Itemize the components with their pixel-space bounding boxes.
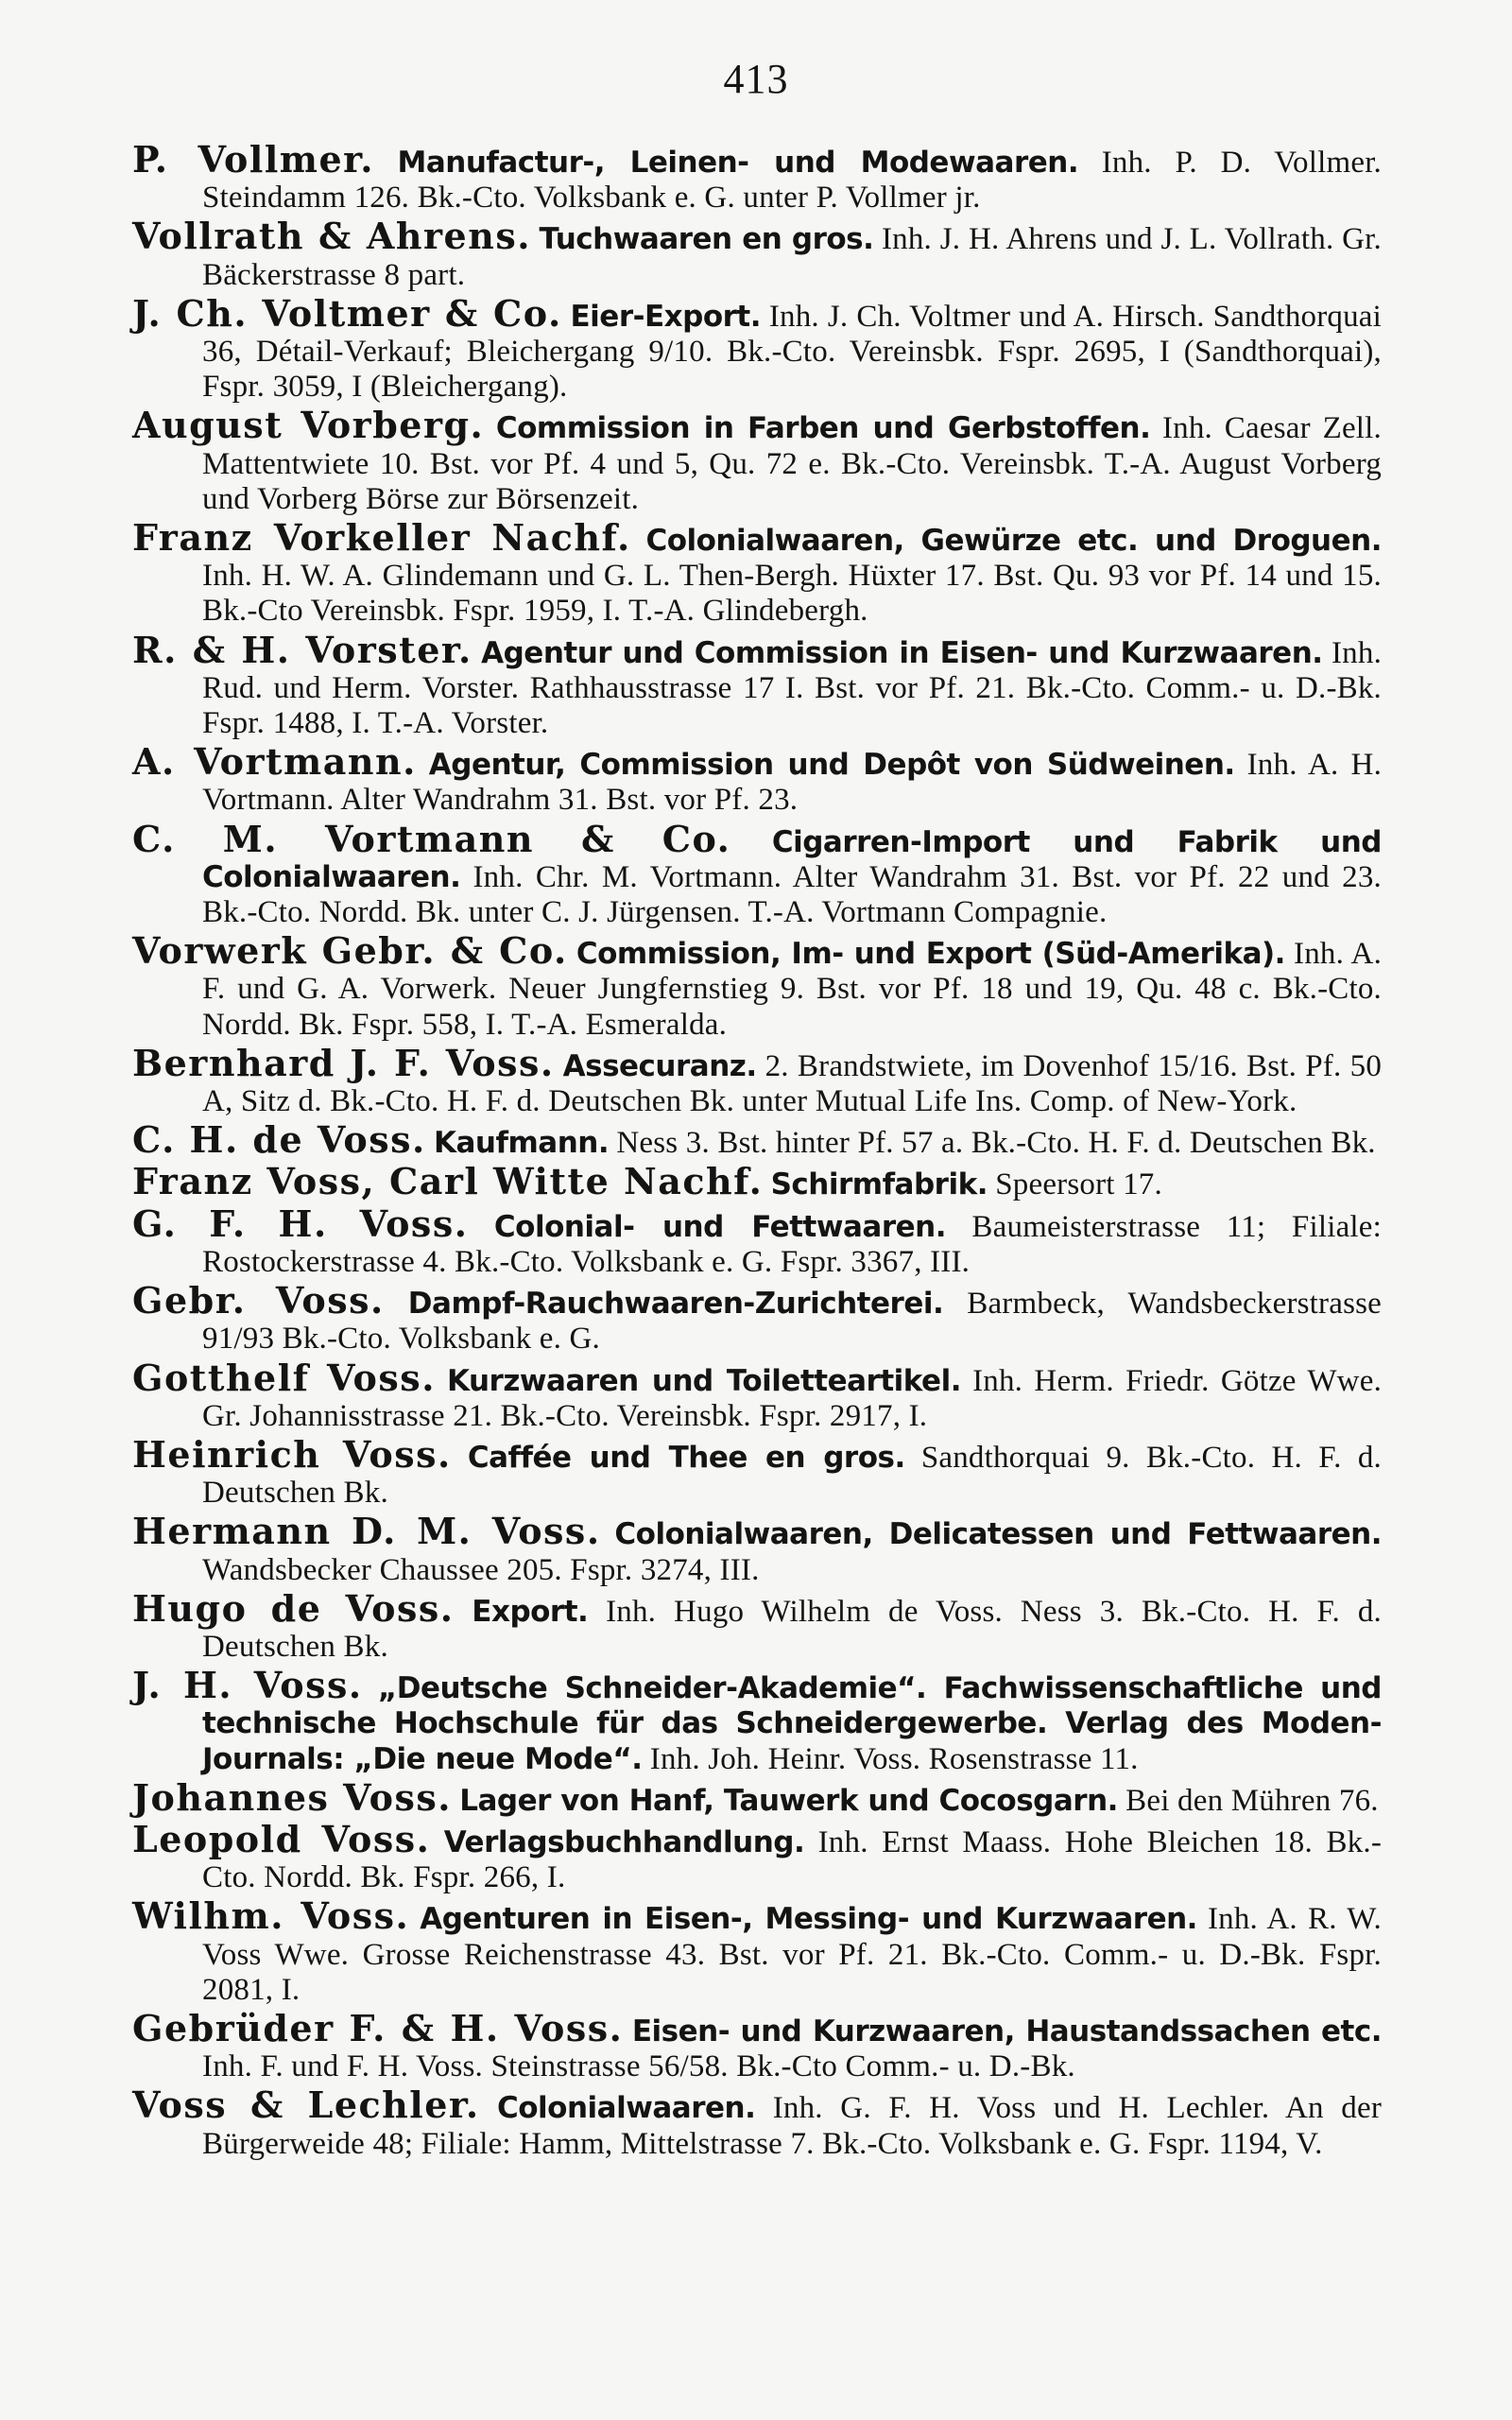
firm-details: Inh. Rud. und Herm. Vorster. Rathhausstrasse 17 I. Bst. vor Pf. 21. Bk.-Cto. Comm.- u. D.-Bk. Fspr. 1488, I. T.-A. Vorster. xyxy=(202,635,1383,741)
firm-name: Bernhard J. F. Voss. xyxy=(132,1041,555,1084)
directory-entry xyxy=(132,1432,1382,1511)
firm-trade: Verlagsbuchhandlung. xyxy=(443,1824,805,1859)
firm-details: Bei den Mühren 76. xyxy=(1125,1783,1379,1818)
firm-details: Inh. Herm. Friedr. Götze Wwe. Gr. Johannisstrasse 21. Bk.-Cto. Vereinsbk. Fspr. 2917, I. xyxy=(202,1363,1383,1433)
firm-name: Wilhm. Voss. xyxy=(132,1894,410,1938)
firm-trade: Colonialwaaren, Delicatessen und Fettwaaren. xyxy=(614,1517,1383,1552)
firm-trade: Kurzwaaren und Toiletteartikel. xyxy=(447,1363,961,1398)
directory-entry xyxy=(132,2006,1383,2084)
firm-details: Inh. F. und F. H. Voss. Steinstrasse 56/58. Bk.-Cto Comm.- u. D.-Bk. xyxy=(202,2049,1075,2084)
firm-trade: Commission, Im- und Export (Süd-Amerika). xyxy=(576,937,1285,972)
firm-details: Wandsbecker Chaussee 205. Fspr. 3274, III. xyxy=(202,1552,760,1587)
directory-entry xyxy=(132,817,1383,931)
firm-details: Barmbeck, Wandsbeckerstrasse 91/93 Bk.-Cto. Volksbank e. G. xyxy=(202,1287,1383,1357)
firm-name: Gotthelf Voss. xyxy=(132,1356,436,1399)
directory-entry xyxy=(132,1118,1382,1162)
firm-trade: Agenturen in Eisen-, Messing- und Kurzwaaren. xyxy=(420,1902,1197,1937)
firm-trade: Assecuranz. xyxy=(562,1048,757,1083)
firm-name: Voss & Lechler. xyxy=(132,2083,480,2127)
firm-details: Inh. Caesar Zell. Mattentwiete 10. Bst. vor Pf. 4 und 5, Qu. 72 e. Bk.-Cto. Vereinsbk. T.-A. August Vorberg und Vorberg Börse zur Börsenzeit. xyxy=(202,411,1382,516)
firm-details: Baumeisterstrasse 11; Filiale: Rostockerstrasse 4. Bk.-Cto. Volksbank e. G. Fspr. 3367, III. xyxy=(202,1209,1382,1279)
directory-entry xyxy=(132,1041,1383,1119)
directory-entry xyxy=(132,138,1383,216)
firm-details: Inh. P. D. Vollmer. Steindamm 126. Bk.-Cto. Volksbank e. G. unter P. Vollmer jr. xyxy=(202,146,1383,216)
directory-entry xyxy=(132,1586,1383,1665)
firm-trade: Agentur und Commission in Eisen- und Kurzwaaren. xyxy=(481,635,1323,670)
directory-entry xyxy=(132,2083,1383,2161)
firm-name: Franz Voss, Carl Witte Nachf. xyxy=(132,1160,764,1203)
firm-details: Inh. G. F. H. Voss und H. Lechler. An der Bürgerweide 48; Filiale: Hamm, Mittelstrasse 7. Bk.-Cto. Volksbank e. G. Fspr. 1194, V. xyxy=(202,2091,1383,2161)
directory-entry xyxy=(132,740,1383,818)
firm-trade: Export. xyxy=(472,1594,589,1629)
directory-entry xyxy=(132,291,1383,406)
directory-entry xyxy=(132,628,1383,742)
firm-details: Inh. J. H. Ahrens und J. L. Vollrath. Gr. Bäckerstrasse 8 part. xyxy=(202,222,1383,292)
firm-trade: Caffée und Thee en gros. xyxy=(467,1440,905,1475)
firm-name: Leopold Voss. xyxy=(132,1817,431,1860)
firm-trade: Colonialwaaren. xyxy=(497,2091,756,2126)
firm-name: Gebr. Voss. xyxy=(132,1279,385,1322)
firm-details: 2. Brandstwiete, im Dovenhof 15/16. Bst. Pf. 50 A, Sitz d. Bk.-Cto. H. F. d. Deutschen Bk. unter Mutual Life Ins. Comp. of New-York. xyxy=(202,1048,1383,1119)
firm-trade: Kaufmann. xyxy=(433,1126,610,1161)
firm-details: Inh. Ernst Maass. Hohe Bleichen 18. Bk.-Cto. Nordd. Bk. Fspr. 266, I. xyxy=(202,1824,1383,1895)
directory-entry xyxy=(132,1894,1383,2008)
firm-details: Ness 3. Bst. hinter Pf. 57 a. Bk.-Cto. H. F. d. Deutschen Bk. xyxy=(616,1126,1376,1161)
directory-entry xyxy=(132,1160,1382,1203)
firm-name: A. Vortmann. xyxy=(132,740,417,784)
firm-trade: „Deutsche Schneider-Akademie“. Fachwissenschaftliche und technische Hochschule für das Schneidergewerbe. Verlag des Moden-Journals: „Die neue Mode“. xyxy=(202,1671,1382,1776)
directory-entry xyxy=(132,1775,1382,1819)
firm-name: Vorwerk Gebr. & Co. xyxy=(132,929,568,973)
page-number: 413 xyxy=(723,56,789,102)
firm-name: C. H. de Voss. xyxy=(132,1118,426,1162)
firm-details: Inh. J. Ch. Voltmer und A. Hirsch. Sandthorquai 36, Détail-Verkauf; Bleichergang 9/10. Bk.-Cto. Vereinsbk. Fspr. 2695, I (Sandthorquai), Fspr. 3059, I (Bleichergang). xyxy=(202,299,1383,405)
firm-name: Gebrüder F. & H. Voss. xyxy=(132,2006,624,2049)
directory-entry xyxy=(132,1356,1383,1434)
directory-entry xyxy=(132,516,1383,630)
firm-trade: Lager von Hanf, Tauwerk und Cocosgarn. xyxy=(459,1783,1118,1818)
firm-name: August Vorberg. xyxy=(132,404,485,447)
firm-trade: Colonial- und Fettwaaren. xyxy=(493,1209,946,1244)
firm-details: Inh. A. H. Vortmann. Alter Wandrahm 31. Bst. vor Pf. 23. xyxy=(202,748,1383,818)
firm-trade: Manufactur-, Leinen- und Modewaaren. xyxy=(397,146,1079,180)
firm-trade: Tuchwaaren en gros. xyxy=(539,222,874,257)
entry-list xyxy=(132,138,1383,2165)
directory-entry xyxy=(132,1201,1382,1280)
firm-name: Hermann D. M. Voss. xyxy=(132,1510,601,1553)
firm-trade: Eisen- und Kurzwaaren, Haustandssachen etc. xyxy=(631,2014,1383,2048)
directory-entry xyxy=(132,1279,1383,1357)
firm-trade: Dampf-Rauchwaaren-Zurichterei. xyxy=(407,1287,944,1322)
firm-details: Inh. Joh. Heinr. Voss. Rosenstrasse 11. xyxy=(649,1741,1139,1776)
firm-name: Johannes Voss. xyxy=(132,1775,452,1819)
firm-name: Hugo de Voss. xyxy=(132,1586,455,1630)
firm-details: Inh. Hugo Wilhelm de Voss. Ness 3. Bk.-Cto. H. F. d. Deutschen Bk. xyxy=(202,1594,1383,1664)
directory-entry xyxy=(132,1664,1382,1777)
firm-trade: Colonialwaaren, Gewürze etc. und Droguen. xyxy=(645,524,1383,559)
firm-details: Speersort 17. xyxy=(995,1167,1162,1202)
directory-entry xyxy=(132,215,1383,292)
directory-entry xyxy=(132,404,1382,517)
firm-trade: Schirmfabrik. xyxy=(770,1167,988,1202)
firm-details: Inh. A. F. und G. A. Vorwerk. Neuer Jungfernstieg 9. Bst. vor Pf. 18 und 19, Qu. 48 c. Bk.-Cto. Nordd. Bk. Fspr. 558, I. T.-A. Esmeralda. xyxy=(202,937,1383,1042)
firm-trade: Eier-Export. xyxy=(570,299,762,334)
firm-details: Inh. H. W. A. Glindemann und G. L. Then-Bergh. Hüxter 17. Bst. Qu. 93 vor Pf. 14 und 15. Bk.-Cto Vereinsbk. Fspr. 1959, I. T.-A. Glindebergh. xyxy=(202,559,1382,629)
firm-details: Inh. Chr. M. Vortmann. Alter Wandrahm 31. Bst. vor Pf. 22 und 23. Bk.-Cto. Nordd. Bk. unter C. J. Jürgensen. T.-A. Vortmann Compagnie. xyxy=(202,859,1383,930)
firm-trade: Cigarren-Import und Fabrik und Colonialwaaren. xyxy=(202,824,1382,894)
directory-entry xyxy=(132,1510,1383,1587)
firm-name: Franz Vorkeller Nachf. xyxy=(132,516,631,560)
firm-details: Inh. A. R. W. Voss Wwe. Grosse Reichenstrasse 43. Bst. vor Pf. 21. Bk.-Cto. Comm.- u. D.-Bk. Fspr. 2081, I. xyxy=(202,1902,1383,2007)
firm-name: Heinrich Voss. xyxy=(132,1432,452,1476)
firm-name: J. Ch. Voltmer & Co. xyxy=(132,291,562,335)
firm-name: P. Vollmer. xyxy=(132,138,374,181)
firm-name: C. M. Vortmann & Co. xyxy=(132,817,731,860)
directory-entry xyxy=(132,929,1383,1043)
firm-details: Sandthorquai 9. Bk.-Cto. H. F. d. Deutschen Bk. xyxy=(202,1440,1382,1511)
firm-trade: Commission in Farben und Gerbstoffen. xyxy=(495,411,1151,446)
firm-trade: Agentur, Commission und Depôt von Südweinen. xyxy=(428,748,1235,783)
directory-entry xyxy=(132,1817,1383,1895)
firm-name: Vollrath & Ahrens. xyxy=(132,215,531,258)
firm-name: J. H. Voss. xyxy=(132,1664,363,1707)
firm-name: R. & H. Vorster. xyxy=(132,628,472,671)
firm-name: G. F. H. Voss. xyxy=(132,1201,469,1245)
